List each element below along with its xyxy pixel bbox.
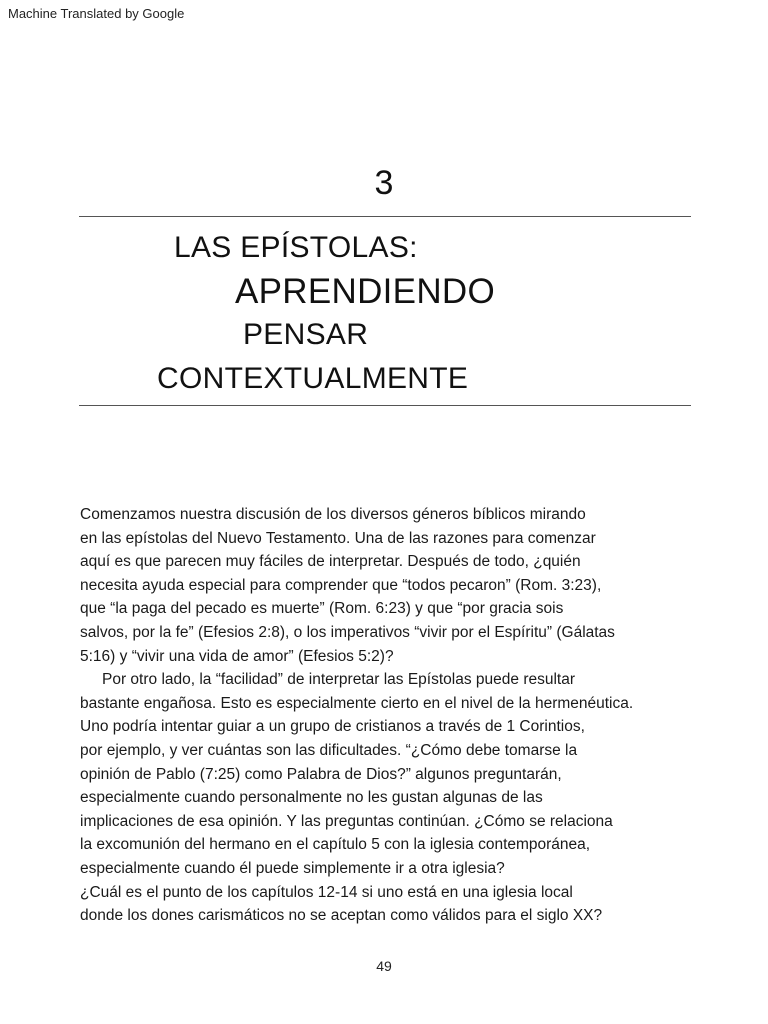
body-line: aquí es que parecen muy fáciles de interpretar. Después de todo, ¿quién [80, 553, 581, 571]
page-number: 49 [376, 958, 392, 974]
body-line: bastante engañosa. Esto es especialmente cierto en el nivel de la hermenéutica. [80, 694, 634, 712]
chapter-title-line-1: LAS EPÍSTOLAS: [174, 231, 418, 264]
machine-translation-banner: Machine Translated by Google [8, 6, 185, 21]
body-line: ¿Cuál es el punto de los capítulos 12-14 si uno está en una iglesia local [80, 883, 573, 901]
body-line: Comenzamos nuestra discusión de los diversos géneros bíblicos mirando [80, 506, 586, 523]
body-line-paragraph-start: Por otro lado, la “facilidad” de interpretar las Epístolas puede resultar [102, 671, 575, 689]
chapter-number: 3 [374, 164, 394, 202]
body-line: necesita ayuda especial para comprender que “todos pecaron” (Rom. 3:23), [80, 576, 602, 594]
body-line: que “la paga del pecado es muerte” (Rom. 6:23) y que “por gracia sois [80, 600, 564, 618]
chapter-title-line-2: APRENDIENDO [235, 272, 496, 311]
body-line: Uno podría intentar guiar a un grupo de cristianos a través de 1 Corintios, [80, 718, 585, 736]
body-line: donde los dones carismáticos no se aceptan como válidos para el siglo XX? [80, 907, 603, 925]
chapter-title-line-4: CONTEXTUALMENTE [157, 362, 469, 395]
title-divider-top [79, 216, 691, 217]
body-line: en las epístolas del Nuevo Testamento. Una de las razones para comenzar [80, 529, 596, 547]
body-line: opinión de Pablo (7:25) como Palabra de Dios?” algunos preguntarán, [80, 765, 562, 783]
body-line: la excomunión del hermano en el capítulo 5 con la iglesia contemporánea, [80, 836, 591, 854]
body-line: implicaciones de esa opinión. Y las preguntas continúan. ¿Cómo se relaciona [80, 812, 613, 830]
body-line: salvos, por la fe” (Efesios 2:8), o los imperativos “vivir por el Espíritu” (Gálatas [80, 623, 615, 641]
body-line: 5:16) y “vivir una vida de amor” (Efesios 5:2)? [80, 647, 394, 665]
title-divider-bottom [79, 405, 691, 406]
body-line: por ejemplo, y ver cuántas son las dificultades. “¿Cómo debe tomarse la [80, 741, 578, 759]
chapter-title-line-3: PENSAR [243, 318, 369, 351]
body-line: especialmente cuando personalmente no les gustan algunas de las [80, 789, 543, 807]
body-text [80, 503, 725, 928]
body-line: especialmente cuando él puede simplemente ir a otra iglesia? [80, 859, 505, 877]
